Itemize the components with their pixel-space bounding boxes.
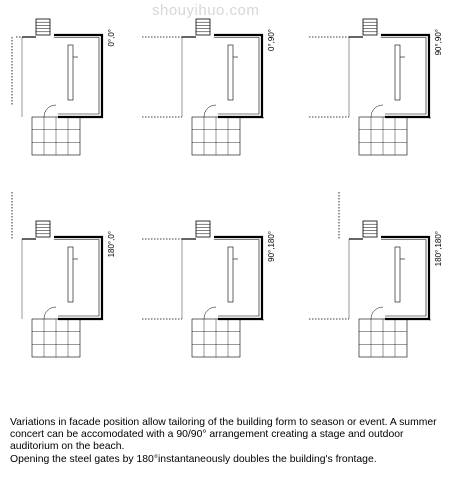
wall-outline — [54, 35, 102, 117]
stair-icon — [36, 19, 50, 35]
partition — [68, 247, 73, 302]
watermark-text: shouyihuo.com — [152, 2, 260, 19]
partition — [395, 45, 400, 100]
stair-icon — [363, 221, 377, 237]
rotation-label: 180°,180° — [434, 231, 443, 267]
stair-icon — [196, 221, 210, 237]
wall-outline — [54, 237, 102, 319]
partition — [228, 247, 233, 302]
door-swing — [371, 105, 383, 117]
partition — [395, 247, 400, 302]
rotation-label: 0°,90° — [267, 29, 276, 51]
door-swing — [44, 307, 56, 319]
door-swing — [44, 105, 56, 117]
plan-3 — [309, 19, 443, 155]
plan-5 — [142, 221, 276, 357]
wall-outline — [214, 237, 262, 319]
deck-grid — [359, 117, 407, 155]
caption-paragraph-1: Variations in facade position allow tailoring of the building form to season or event. A summer concert can be accomodated with a 90/90° arrangement creating a stage and outdoor auditorium on the beach. — [10, 417, 437, 453]
caption — [10, 417, 440, 466]
deck-grid — [32, 319, 80, 357]
wall-outline — [381, 35, 429, 117]
partition — [68, 45, 73, 100]
stair-icon — [363, 19, 377, 35]
stair-icon — [196, 19, 210, 35]
caption-paragraph-2: Opening the steel gates by 180°instantaneously doubles the building's frontage. — [10, 453, 377, 465]
plan-4 — [12, 192, 116, 357]
rotation-label: 90°,90° — [434, 29, 443, 56]
partition — [228, 45, 233, 100]
door-swing — [204, 307, 216, 319]
plan-1 — [12, 19, 116, 155]
door-swing — [371, 307, 383, 319]
deck-grid — [32, 117, 80, 155]
deck-grid — [359, 319, 407, 357]
rotation-label: 90°,180° — [267, 231, 276, 262]
deck-grid — [192, 117, 240, 155]
wall-outline — [214, 35, 262, 117]
deck-grid — [192, 319, 240, 357]
rotation-label: 0°,0° — [107, 29, 116, 47]
plan-2 — [142, 19, 276, 155]
rotation-label: 180°,0° — [107, 231, 116, 258]
door-swing — [204, 105, 216, 117]
stair-icon — [36, 221, 50, 237]
plan-6 — [309, 192, 443, 357]
wall-outline — [381, 237, 429, 319]
